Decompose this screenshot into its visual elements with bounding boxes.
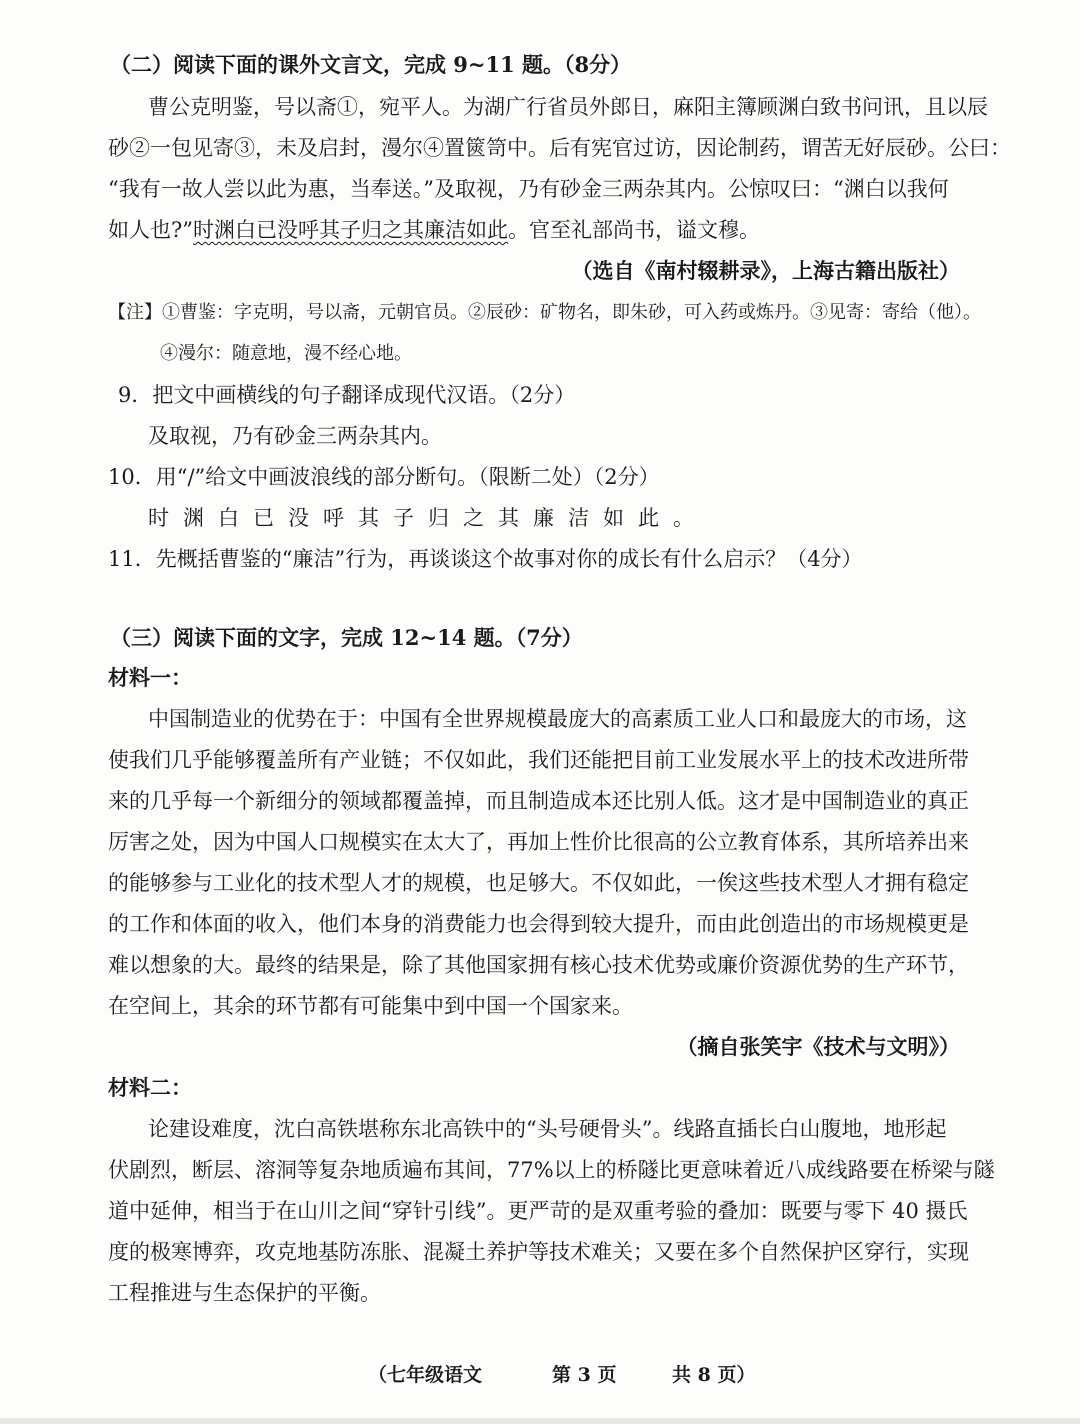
material-2-label: 材料二： [108,1075,192,1100]
material-1-line: 使我们几乎能够覆盖所有产业链；不仅如此，我们还能把目前工业发展水平上的技术改进所带 [108,748,969,772]
question-9: 9．把文中画横线的句子翻译成现代汉语。（2分） [118,383,576,407]
material-1-line: 在空间上，其余的环节都有可能集中到中国一个国家来。 [108,994,633,1018]
annotation-line-1: 【注】①曹鉴：字克明，号以斋，元朝官员。②辰砂：矿物名，即朱砂，可入药或炼丹。③见寄：寄给（他）。 [108,302,981,323]
passage-line-2: 砂②一包见寄③，未及启封，漫尔④置篋笥中。后有宪官过访，因论制药，谓苦无好辰砂。公曰： [108,136,1011,160]
footer-total-pages: 共 8 页） [672,1364,756,1386]
passage-line-3: “我有一故人尝以此为惠，当奉送。”及取视，乃有砂金三两杂其内。公惊叹曰：“渊白以我何 [108,177,949,201]
material-2-line: 伏剧烈，断层、溶洞等复杂地质遍布其间，77%以上的桥隧比更意味着近八成线路要在桥梁与隧 [108,1158,995,1182]
passage-source: （选自《南村辍耕录》，上海古籍出版社） [571,258,960,283]
material-1-line: 的能够参与工业化的技术型人才的规模，也足够大。不仅如此，一俟这些技术型人才拥有稳定 [108,871,969,895]
material-1-line: 中国制造业的优势在于：中国有全世界规模最庞大的高素质工业人口和最庞大的市场，这 [148,707,967,731]
material-2-line: 道中延伸，相当于在山川之间“穿针引线”。更严苛的是双重考验的叠加：既要与零下 40 摄氏 [108,1199,968,1223]
section2-heading: （二）阅读下面的课外文言文，完成 9~11 题。（8分） [110,52,632,77]
wavy-underlined-sentence: 时渊白已没呼其子归之其廉洁如此 [193,218,508,242]
question-10-sentence: 时渊白已没呼其子归之其廉洁如此。 [148,506,708,530]
footer-page-number: 第 3 页 [552,1364,617,1386]
material-1-source: （摘自张笑宇《技术与文明》） [676,1034,960,1059]
passage-line-1: 曹公克明鉴，号以斋①，宛平人。为湖广行省员外郎日，麻阳主簿顾渊白致书问讯，且以辰 [148,95,988,119]
material-1-line: 难以想象的大。最终的结果是，除了其他国家拥有核心技术优势或廉价资源优势的生产环节， [108,953,969,977]
material-1-line: 来的几乎每一个新细分的领域都覆盖掉，而且制造成本还比别人低。这才是中国制造业的真正 [108,789,969,813]
question-10: 10．用“/”给文中画波浪线的部分断句。（限断二处）（2分） [108,465,660,489]
material-2-line: 工程推进与生态保护的平衡。 [108,1281,381,1305]
question-9-sentence: 及取视，乃有砂金三两杂其内。 [148,424,442,448]
page-bottom-edge [0,1418,1080,1424]
question-11: 11．先概括曹鉴的“廉洁”行为，再谈谈这个故事对你的成长有什么启示？（4分） [108,547,863,571]
passage-line-4-start: 如人也?” [108,218,193,242]
material-1-line: 的工作和体面的收入，他们本身的消费能力也会得到较大提升，而由此创造出的市场规模更是 [108,912,969,936]
material-1-label: 材料一： [108,665,192,690]
material-1-line: 厉害之处，因为中国人口规模实在太大了，再加上性价比很高的公立教育体系，其所培养出来 [108,830,969,854]
passage-line-4 [108,215,760,245]
footer-subject: （七年级语文 [368,1364,483,1386]
annotation-line-2: ④漫尔：随意地，漫不经心地。 [160,343,412,364]
material-2-line: 论建设难度，沈白高铁堪称东北高铁中的“头号硬骨头”。线路直插长白山腹地，地形起 [148,1117,947,1141]
section3-heading: （三）阅读下面的文字，完成 12~14 题。（7分） [110,625,583,650]
passage-line-4-end: 。官至礼部尚书，谥文穆。 [508,218,760,242]
material-2-line: 度的极寒博弈，攻克地基防冻胀、混凝土养护等技术难关；又要在多个自然保护区穿行，实现 [108,1240,969,1264]
